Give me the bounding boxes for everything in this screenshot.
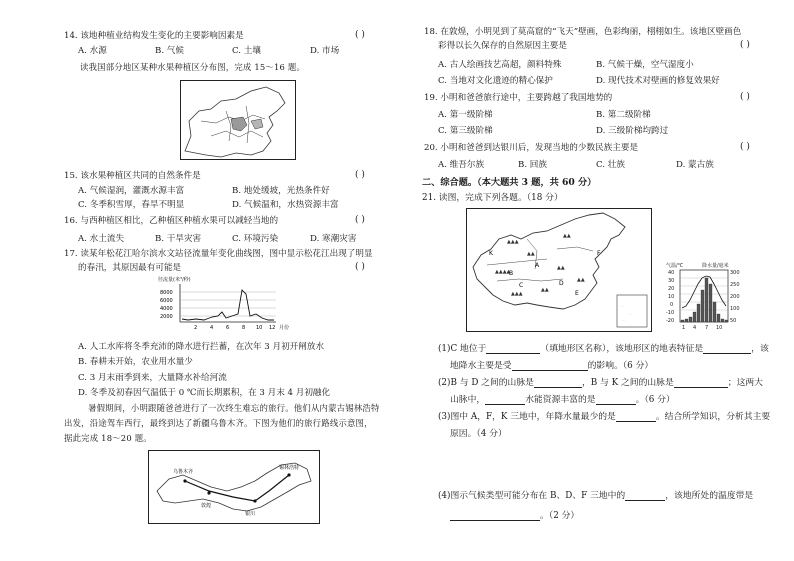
svg-text:· · ·: · · ·	[629, 312, 634, 316]
runoff-chart-xlabel: 月份	[279, 325, 290, 331]
q18-option-d[interactable]: D. 现代技术对壁画的修复效果好	[596, 76, 720, 86]
q20-stem: 20. 小明和爸爸到达银川后，发现当地的少数民族主要是	[424, 143, 639, 153]
q21-part3-line1: (3)图中 A，F，K 三地中，年降水量最少的是 。结合所学知识，分析其主要	[438, 412, 771, 422]
q21-title: 21. 读图，完成下列各题。（18 分）	[422, 193, 563, 203]
route-label-dunhuang: 敦煌	[201, 503, 212, 509]
q21-part4-blank2[interactable]	[450, 511, 540, 521]
q21-part1-blank2[interactable]	[703, 344, 751, 354]
q17-stem-line1: 17. 读某年松花江哈尔滨水文站径流量年变化曲线图，图中显示松花江出现了明显	[64, 249, 373, 259]
svg-text:4: 4	[693, 325, 697, 331]
svg-text:6000: 6000	[160, 298, 173, 304]
q21-part4-line2: 。（2 分）	[450, 508, 579, 521]
q15-option-c[interactable]: C. 冬季积雪厚，春旱不明显	[78, 200, 185, 210]
map-letter-f: F	[597, 250, 601, 257]
q20-option-d[interactable]: D. 蒙古族	[676, 160, 714, 170]
climate-chart-precip-label: 降水量/毫米	[702, 263, 729, 269]
q21-part3-blank1[interactable]	[616, 412, 656, 422]
svg-text:10: 10	[668, 294, 675, 300]
q21-part2-blank1[interactable]	[534, 378, 582, 388]
q14-stem: 14. 该地种植业结构发生变化的主要影响因素是	[64, 31, 244, 41]
climate-chart	[666, 262, 746, 332]
q15-option-d[interactable]: D. 气候温和，水热资源丰富	[232, 200, 339, 210]
runoff-chart-svg	[158, 276, 298, 336]
q18-answer-paren[interactable]: ( )	[740, 40, 750, 50]
svg-text:250: 250	[730, 282, 740, 288]
q19-option-b[interactable]: B. 第二级阶梯	[596, 110, 651, 120]
section-2-heading: 二、综合题。（本大题共 3 题，共 60 分）	[422, 177, 597, 188]
q17-option-b[interactable]: B. 春耕未开始，农业用水量少	[78, 357, 193, 367]
q14-option-a[interactable]: A. 水源	[78, 46, 107, 56]
svg-text:50: 50	[730, 318, 737, 324]
svg-text:20: 20	[668, 286, 675, 292]
runoff-chart-ylabel: 径流量(米³/秒)	[158, 277, 191, 283]
q14-option-c[interactable]: C. 土壤	[232, 46, 261, 56]
climate-chart-svg	[666, 262, 746, 332]
q14-option-b[interactable]: B. 气候	[155, 46, 184, 56]
q21-part3-answer-area[interactable]	[450, 442, 750, 482]
q18-option-c[interactable]: C. 当地对文化遗迹的精心保护	[438, 76, 553, 86]
q18-option-a[interactable]: A. 古人绘画技艺高超，颜料特殊	[438, 60, 562, 70]
svg-text:▲▲: ▲▲	[541, 287, 549, 293]
svg-text:-20: -20	[666, 318, 675, 324]
svg-text:1: 1	[682, 325, 686, 331]
q20-option-b[interactable]: B. 回族	[518, 160, 547, 170]
q19-option-c[interactable]: C. 第三级阶梯	[438, 126, 493, 136]
q20-answer-paren[interactable]: ( )	[740, 142, 750, 152]
svg-text:4000: 4000	[160, 306, 173, 312]
q16-option-c[interactable]: C. 环境污染	[232, 234, 279, 244]
map-letter-b: B	[509, 270, 514, 277]
q21-part2-blank3[interactable]	[485, 395, 525, 405]
q19-option-a[interactable]: A. 第一级阶梯	[438, 110, 493, 120]
route-map-svg	[149, 451, 319, 523]
q21-part2-line2: 山脉中， 水能资源丰富的是 。（6 分）	[450, 395, 675, 405]
q15-option-b[interactable]: B. 地处缓坡，光热条件好	[232, 186, 330, 196]
svg-text:12: 12	[269, 325, 276, 331]
svg-text:▲▲▲▲: ▲▲▲▲	[495, 269, 511, 275]
map-letter-e: E	[575, 290, 579, 297]
q21-part1-line2: 地降水主要是受 的影响。（6 分）	[450, 361, 654, 371]
south-sea-inset	[617, 295, 647, 327]
svg-text:▲▲: ▲▲	[563, 233, 571, 239]
q14-answer-paren[interactable]: ( )	[355, 30, 365, 40]
svg-text:4: 4	[210, 325, 214, 331]
svg-text:▲▲: ▲▲	[527, 251, 535, 257]
right-column	[400, 0, 794, 561]
q16-option-d[interactable]: D. 寒潮灾害	[310, 234, 357, 244]
q19-option-d[interactable]: D. 三级阶梯均跨过	[596, 126, 669, 136]
q16-answer-paren[interactable]: ( )	[355, 215, 365, 225]
q15-stem: 15. 该水果种植区共同的自然条件是	[64, 171, 201, 181]
svg-text:7: 7	[705, 325, 709, 331]
svg-text:▲▲▲: ▲▲▲	[507, 239, 519, 245]
q19-answer-paren[interactable]: ( )	[740, 92, 750, 102]
runoff-curve	[182, 290, 274, 320]
svg-text:2: 2	[194, 325, 198, 331]
map-letter-a: A	[535, 262, 540, 269]
q18-option-b[interactable]: B. 气候干燥，空气湿度小	[596, 60, 694, 70]
q20-option-c[interactable]: C. 壮族	[596, 160, 625, 170]
svg-text:6: 6	[226, 325, 230, 331]
q18-intro-line3: 据此完成 18～20 题。	[64, 433, 152, 443]
map-letter-d: D	[559, 280, 564, 287]
q18-stem-line1: 18. 在敦煌，小明见到了莫高窟的“飞天”壁画，色彩绚丽，栩栩如生。该地区壁画色	[424, 27, 742, 37]
q15-answer-paren[interactable]: ( )	[355, 170, 365, 180]
svg-text:8: 8	[242, 325, 246, 331]
q16-option-a[interactable]: A. 水土流失	[78, 234, 125, 244]
svg-text:100: 100	[730, 306, 740, 312]
q21-part4-line1: (4)图示气候类型可能分布在 B、D、F 三地中的 ，该地所处的温度带是	[438, 491, 754, 501]
q17-option-a[interactable]: A. 人工水库将冬季充沛的降水进行拦蓄，在次年 3 月初开闸放水	[78, 342, 325, 352]
svg-text:300: 300	[730, 270, 740, 276]
svg-text:▲▲: ▲▲	[577, 277, 585, 283]
q21-part1-line1: (1)C 地位于 （填地形区名称），该地形区的地表特征是 ，该	[438, 344, 769, 354]
q14-option-d[interactable]: D. 市场	[310, 46, 340, 56]
svg-text:· ·: · ·	[623, 318, 626, 322]
svg-text:-10: -10	[666, 310, 675, 316]
fruit-region-map	[180, 80, 296, 160]
route-label-yinchuan: 银川	[245, 511, 256, 517]
china-map	[466, 208, 652, 332]
q20-option-a[interactable]: A. 维吾尔族	[438, 160, 485, 170]
q21-part2-blank4[interactable]	[596, 395, 636, 405]
map-letter-c: C	[519, 282, 524, 289]
q17-stem-line2: 的春汛，其原因最有可能是	[78, 263, 182, 273]
q18-intro-line1: 暑假期间，小明跟随爸爸进行了一次终生难忘的旅行。他们从内蒙古锡林浩特	[88, 403, 380, 413]
route-map	[148, 450, 320, 524]
q17-option-c[interactable]: C. 3 月末雨季到来，大量降水补给河流	[78, 373, 227, 383]
fruit-region-east	[251, 119, 263, 129]
route-label-xilinhot: 锡林浩特	[279, 465, 300, 471]
svg-text:8000: 8000	[160, 290, 173, 296]
q19-stem: 19. 小明和爸爸旅行途中，主要跨越了我国地势的	[424, 93, 613, 103]
svg-text:200: 200	[730, 294, 740, 300]
q15-intro: 读我国部分地区某种水果种植区分布图，完成 15～16 题。	[80, 62, 306, 72]
svg-text:30: 30	[668, 278, 675, 284]
route-label-urumqi: 乌鲁木齐	[173, 469, 194, 475]
q21-part2-line1: (2)B 与 D 之间的山脉是 ，B 与 K 之间的山脉是 ；这两大	[438, 378, 763, 388]
svg-text:2000: 2000	[160, 314, 173, 320]
china-map-svg	[467, 209, 651, 331]
q21-part1-blank1[interactable]	[486, 344, 540, 354]
q21-part2-blank2[interactable]	[674, 378, 728, 388]
q16-option-b[interactable]: B. 干旱灾害	[155, 234, 202, 244]
q16-stem: 16. 与西种植区相比，乙种植区种植水果可以减轻当地的	[64, 216, 279, 226]
q21-part1-blank3[interactable]	[512, 361, 588, 371]
climate-chart-temp-label: 气温/℃	[666, 263, 684, 269]
svg-text:· ·: · ·	[621, 304, 624, 308]
fruit-region-map-svg	[181, 81, 295, 159]
q18-stem-line2: 彩得以长久保存的自然原因主要是	[438, 41, 567, 51]
svg-text:10: 10	[256, 325, 263, 331]
q18-intro-line2: 出发，沿途驾车西行，最终到达了新疆乌鲁木齐。下图为他们的旅行路线示意图，	[64, 418, 373, 428]
svg-text:0: 0	[670, 302, 674, 308]
q17-option-d[interactable]: D. 冬季及初春因气温低于 0 ℃而长期累积，在 3 月末 4 月初融化	[78, 388, 331, 398]
runoff-chart	[158, 276, 298, 336]
svg-text:10: 10	[716, 325, 723, 331]
q17-answer-paren[interactable]: ( )	[355, 262, 365, 272]
q21-part3-line2: 原因。（4 分）	[450, 429, 507, 439]
svg-text:▲▲: ▲▲	[557, 265, 565, 271]
svg-text:▲▲▲: ▲▲▲	[511, 291, 523, 297]
q21-part4-blank1[interactable]	[625, 491, 665, 501]
map-letter-k: K	[489, 250, 493, 257]
svg-text:40: 40	[668, 270, 675, 276]
q15-option-a[interactable]: A. 气候湿润，灌溉水源丰富	[78, 186, 185, 196]
